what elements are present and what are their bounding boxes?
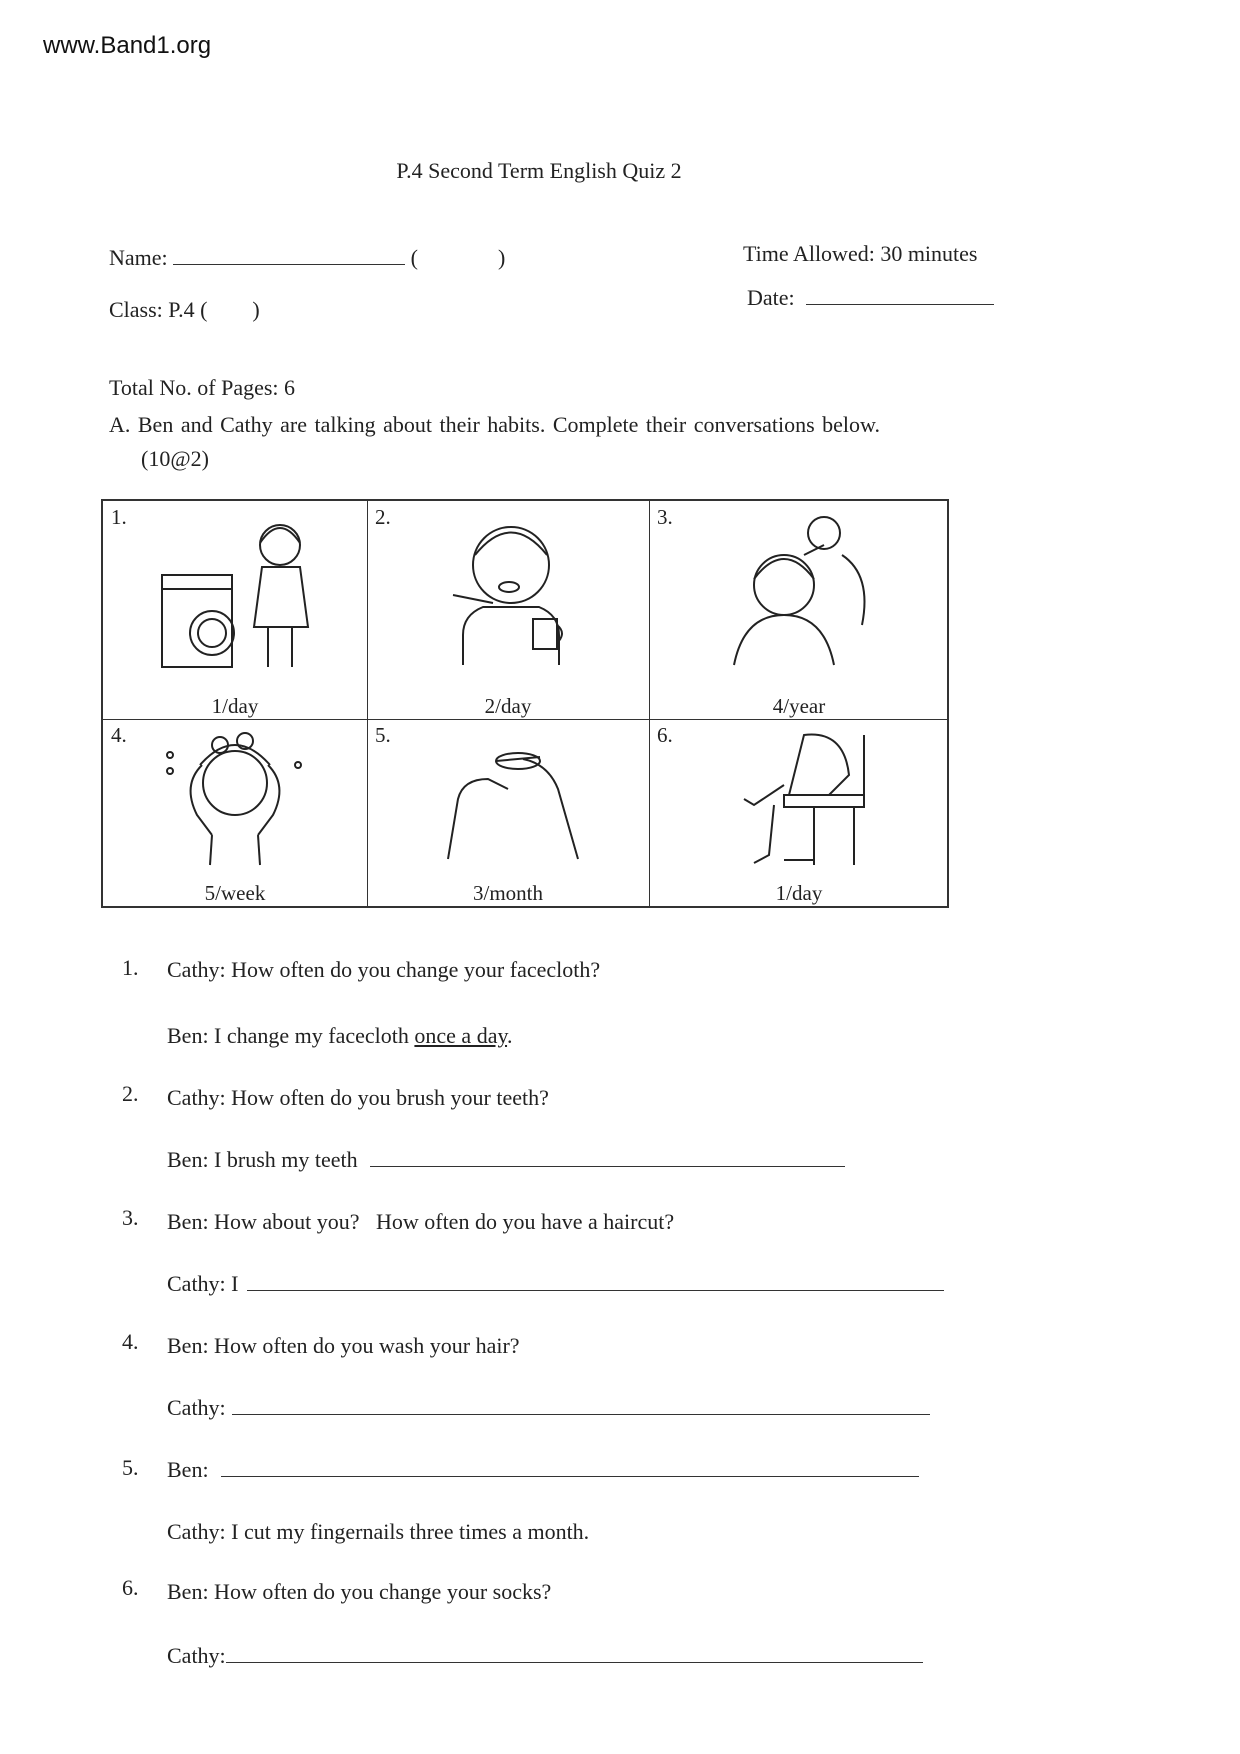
haircut-icon [714,515,884,675]
answer-6 [167,1643,923,1669]
picture-caption: 3/month [472,881,543,905]
washing-hair-icon [150,725,320,870]
picture-number: 1. [111,505,127,529]
picture-number: 5. [375,723,391,747]
answer-3-blank[interactable] [247,1290,944,1291]
toothbrush-boy-icon [423,515,593,675]
question-number: 5. [122,1455,139,1480]
answer-3 [167,1271,944,1297]
answer-2 [167,1147,845,1173]
answer-5: Cathy: I cut my fingernails three times a month. [167,1519,590,1544]
picture-cell-5 [367,719,649,906]
washing-machine-icon [150,515,320,675]
socks-icon [714,725,884,875]
picture-caption: 5/week [204,881,266,905]
question-1: Cathy: How often do you change your facecloth? [167,957,601,982]
answer-suffix: . [507,1023,513,1048]
answer-4-blank[interactable] [232,1414,930,1415]
section-a-instruction: A. Ben and Cathy are talking about their habits. Complete their conversations below. [109,412,881,437]
question-5 [167,1457,919,1483]
answer-2-blank[interactable] [370,1166,845,1167]
question-number: 4. [122,1329,139,1354]
page-title: P.4 Second Term English Quiz 2 [396,158,682,183]
time-allowed: Time Allowed: 30 minutes [743,241,978,266]
question-3: Ben: How about you? How often do you have a haircut? [167,1209,675,1234]
name-paren-open: ( [410,245,418,270]
date-label: Date: [747,285,795,310]
class-label: Class: P.4 ( [109,297,208,322]
picture-number: 3. [657,505,673,529]
answer-prefix: Cathy: [167,1395,226,1420]
picture-cell-6 [649,719,949,906]
picture-cell-2 [367,501,649,719]
picture-cell-3 [649,501,949,719]
watermark: www.Band1.org [43,32,212,59]
picture-number: 4. [111,723,127,747]
picture-caption: 1/day [775,881,823,905]
answer-prefix: Cathy: I [167,1271,239,1296]
answer-4 [167,1395,930,1421]
question-number: 3. [122,1205,139,1230]
picture-cell-1 [103,501,367,719]
name-paren-close: ) [497,245,506,270]
question-6: Ben: How often do you change your socks? [167,1579,552,1604]
class-paren-close: ) [252,297,260,322]
fingernail-clipper-icon [418,729,598,869]
class-field [109,297,260,323]
name-label: Name: [109,245,168,270]
picture-caption: 2/day [484,694,532,718]
question-number: 6. [122,1575,139,1600]
answer-prefix: Cathy: [167,1643,226,1668]
answer-prefix: Ben: I change my facecloth [167,1023,415,1048]
picture-cell-4 [103,719,367,906]
date-field [747,285,994,311]
picture-caption: 4/year [772,694,826,718]
question-prefix: Ben: [167,1457,209,1482]
question-number: 2. [122,1081,139,1106]
answer-prefix: Ben: I brush my teeth [167,1147,358,1172]
question-2: Cathy: How often do you brush your teeth? [167,1085,549,1110]
example-answer: once a day [414,1023,508,1048]
name-field [109,245,505,271]
picture-caption: 1/day [211,694,259,718]
total-pages: Total No. of Pages: 6 [109,375,296,400]
answer-6-blank[interactable] [226,1662,923,1663]
picture-number: 6. [657,723,673,747]
section-a-marks: (10@2) [141,446,209,471]
name-blank[interactable] [173,264,405,265]
picture-table [101,499,949,908]
answer-1 [167,1023,513,1049]
question-4: Ben: How often do you wash your hair? [167,1333,520,1358]
question-number: 1. [122,955,139,980]
date-blank[interactable] [806,304,994,305]
question-5-blank[interactable] [221,1476,919,1477]
picture-number: 2. [375,505,391,529]
